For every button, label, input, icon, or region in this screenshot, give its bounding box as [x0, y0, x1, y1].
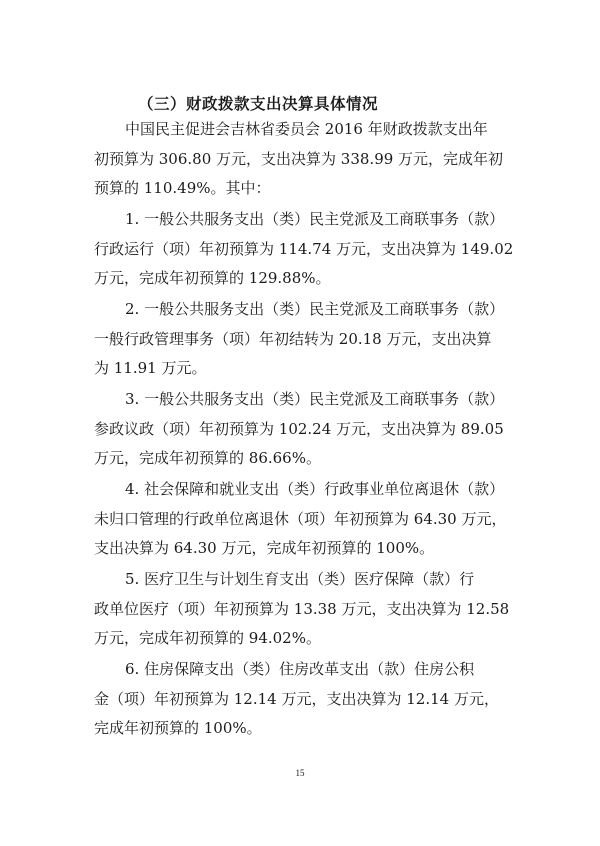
page-number: 15	[295, 768, 305, 778]
paragraph-line: 2. 一般公共服务支出（类）民主党派及工商联事务（款）	[125, 300, 505, 318]
paragraph-line: 支出决算为 64.30 万元，完成年初预算的 100%。	[94, 539, 435, 557]
paragraph-item-3	[94, 385, 534, 474]
paragraph-line: 行政运行（项）年初预算为 114.74 万元，支出决算为 149.02	[94, 239, 514, 258]
paragraph-line: 万元，完成年初预算的 94.02%。	[94, 629, 321, 647]
paragraph-line: 初预算为 306.80 万元，支出决算为 338.99 万元，完成年初	[94, 149, 504, 168]
paragraph-line: 金（项）年初预算为 12.14 万元，支出决算为 12.14 万元，	[94, 689, 499, 708]
paragraph-item-1	[94, 205, 534, 294]
paragraph-line: 参政议政（项）年初预算为 102.24 万元，支出决算为 89.05	[94, 419, 504, 438]
paragraph-line: 中国民主促进会吉林省委员会 2016 年财政拨款支出年	[125, 120, 488, 138]
paragraph-item-6	[94, 655, 534, 744]
paragraph-line: 一般行政管理事务（项）年初结转为 20.18 万元，支出决算	[94, 329, 492, 348]
paragraph-item-5	[94, 565, 534, 654]
paragraph-line: 3. 一般公共服务支出（类）民主党派及工商联事务（款）	[125, 390, 505, 408]
paragraph-item-2	[94, 295, 534, 384]
paragraph-item-4	[94, 475, 534, 564]
paragraph-line: 1. 一般公共服务支出（类）民主党派及工商联事务（款）	[125, 210, 505, 228]
paragraph-line: 完成年初预算的 100%。	[94, 719, 262, 737]
paragraph-line: 未归口管理的行政单位离退休（项）年初预算为 64.30 万元，	[94, 509, 507, 528]
paragraph-line: 6. 住房保障支出（类）住房改革支出（款）住房公积	[125, 660, 475, 678]
paragraph-line: 预算的 110.49%。其中：	[94, 179, 271, 197]
paragraph-line: 为 11.91 万元。	[94, 359, 207, 377]
paragraph-line: 4. 社会保障和就业支出（类）行政事业单位离退休（款）	[125, 480, 505, 498]
paragraph-line: 5. 医疗卫生与计划生育支出（类）医疗保障（款）行	[125, 570, 475, 588]
paragraph-line: 万元，完成年初预算的 129.88%。	[94, 269, 331, 287]
section-heading: （三）财政拨款支出决算具体情况	[138, 94, 379, 113]
paragraph-line: 万元，完成年初预算的 86.66%。	[94, 449, 321, 467]
paragraph-line: 政单位医疗（项）年初预算为 13.38 万元，支出决算为 12.58	[94, 599, 510, 618]
paragraph-summary	[94, 115, 534, 204]
